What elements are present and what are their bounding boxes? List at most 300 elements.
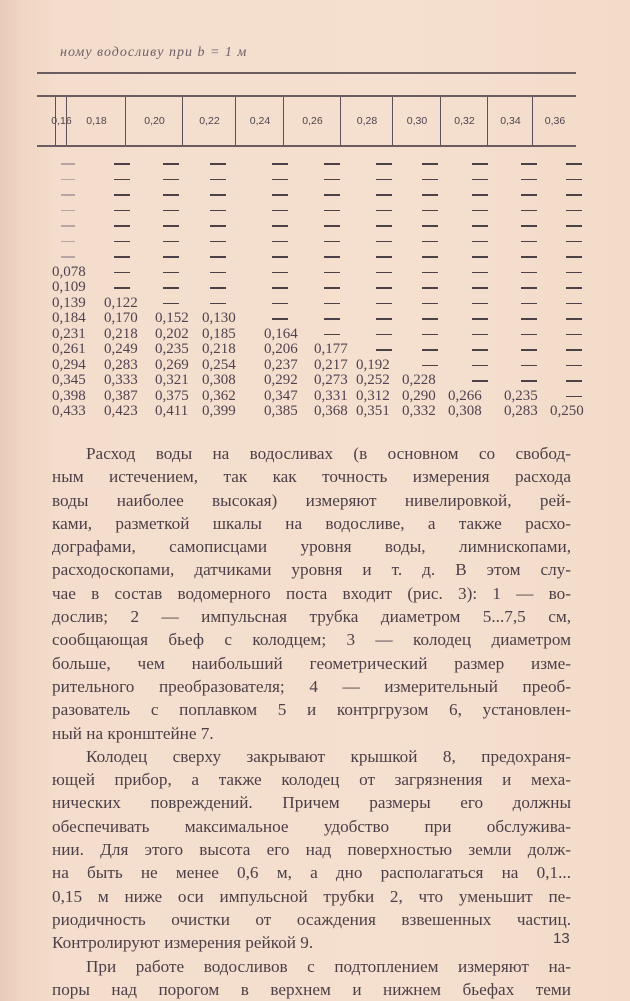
table-cell <box>272 311 273 327</box>
table-cell: 0,139 <box>52 294 86 311</box>
dash-mark <box>272 225 288 227</box>
table-cell: 0,249 <box>104 341 138 357</box>
table-cell <box>272 280 273 296</box>
dash-mark <box>324 241 340 243</box>
table-cell <box>422 342 423 358</box>
table-cell <box>324 311 325 327</box>
dash-mark <box>422 303 438 305</box>
table-cell <box>376 311 377 327</box>
dash-mark <box>272 272 288 274</box>
table-cell <box>566 373 567 389</box>
dash-mark <box>376 303 392 305</box>
table-cell <box>163 265 164 281</box>
table-cell: 0,206 <box>264 341 298 357</box>
dash-mark <box>422 225 438 227</box>
table-cell: 0,387 <box>104 387 138 404</box>
text-line: больше, чем наибольший геометрический размер изме- <box>52 653 571 673</box>
table-cell <box>521 373 522 389</box>
table-cell: 0,333 <box>104 372 138 388</box>
dash-mark <box>376 163 392 165</box>
table-cell: 0,237 <box>264 356 298 373</box>
dash-mark <box>376 210 392 212</box>
table-cell: 0,217 <box>314 356 348 373</box>
table-cell: 0,269 <box>155 356 189 373</box>
table-cell <box>272 156 273 172</box>
table-cell <box>210 156 211 172</box>
text-line: рительного преобразователя; 4 — измерительный преоб- <box>52 676 571 696</box>
table-cell <box>61 249 62 265</box>
dash-mark <box>422 179 438 181</box>
dash-mark <box>472 256 488 258</box>
table-cell <box>210 218 211 234</box>
table-cell <box>163 187 164 203</box>
dash-mark <box>210 179 226 181</box>
dash-mark <box>376 241 392 243</box>
dash-mark <box>566 163 582 165</box>
table-cell: 0,254 <box>202 356 236 373</box>
table-cell <box>422 265 423 281</box>
text-line: ками, разметкой шкалы на водосливе, а также расхо- <box>52 513 571 533</box>
dash-mark <box>521 256 537 258</box>
dash-mark <box>376 225 392 227</box>
dash-mark <box>566 365 582 367</box>
text-line: расходоскопами, датчиками уровня и т. д. В этом слу- <box>52 560 571 580</box>
dash-mark <box>324 179 340 181</box>
table-cell <box>472 234 473 250</box>
table-cell <box>566 172 567 188</box>
dash-mark <box>521 210 537 212</box>
table-cell <box>163 156 164 172</box>
dash-mark <box>163 225 179 227</box>
dash-mark <box>324 334 340 336</box>
dash-mark <box>376 179 392 181</box>
dash-mark <box>163 256 179 258</box>
page-number: 13 <box>553 930 570 947</box>
dash-mark <box>521 179 537 181</box>
table-cell <box>521 172 522 188</box>
table-cell: 0,266 <box>448 387 482 404</box>
dash-mark <box>324 272 340 274</box>
dash-mark <box>472 163 488 165</box>
table-cell: 0,177 <box>314 341 348 357</box>
dash-mark <box>210 194 226 196</box>
table-cell: 0,184 <box>52 310 86 326</box>
dash-mark <box>324 225 340 227</box>
table-header-bottom-rule <box>37 145 576 147</box>
table-cell: 0,273 <box>314 372 348 388</box>
table-cell: 0,283 <box>104 356 138 373</box>
text-line: сообщающая бьеф с колодцем; 3 — колодец диаметром <box>52 630 571 650</box>
dash-mark <box>163 287 179 289</box>
table-cell <box>566 234 567 250</box>
dash-mark <box>163 163 179 165</box>
table-cell <box>566 203 567 219</box>
table-cell <box>114 234 115 250</box>
dash-mark <box>210 303 226 305</box>
table-cell <box>566 187 567 203</box>
text-line: ный на кронштейне 7. <box>52 723 214 743</box>
table-cell <box>472 342 473 358</box>
table-cell <box>376 265 377 281</box>
dash-mark <box>324 303 340 305</box>
dash-mark <box>114 287 130 289</box>
dash-mark <box>272 194 288 196</box>
table-cell <box>422 234 423 250</box>
table-cell <box>521 342 522 358</box>
dash-mark <box>61 256 75 258</box>
column-header: 0,18 <box>66 97 126 145</box>
table-cell <box>272 187 273 203</box>
column-header: 0,36 <box>532 97 577 145</box>
column-header: 0,30 <box>392 97 441 145</box>
table-cell <box>566 218 567 234</box>
dash-mark <box>61 179 75 181</box>
table-cell <box>324 234 325 250</box>
table-cell: 0,218 <box>104 325 138 342</box>
paragraph <box>52 955 571 1001</box>
table-cell <box>566 280 567 296</box>
table-cell <box>521 187 522 203</box>
table-cell <box>521 311 522 327</box>
dash-mark <box>61 225 75 227</box>
table-cell <box>210 203 211 219</box>
dash-mark <box>324 163 340 165</box>
dash-mark <box>163 210 179 212</box>
dash-mark <box>472 318 488 320</box>
dash-mark <box>376 272 392 274</box>
table-cell: 0,152 <box>155 310 189 326</box>
dash-mark <box>422 241 438 243</box>
dash-mark <box>472 349 488 351</box>
table-cell <box>163 218 164 234</box>
table-cell <box>114 249 115 265</box>
table-cell <box>210 265 211 281</box>
table-cell <box>272 172 273 188</box>
table-cell <box>521 280 522 296</box>
table-cell <box>521 218 522 234</box>
table-cell: 0,331 <box>314 387 348 404</box>
table-cell: 0,290 <box>402 387 436 404</box>
table-cell <box>163 203 164 219</box>
dash-mark <box>163 194 179 196</box>
dash-mark <box>210 241 226 243</box>
dash-mark <box>566 303 582 305</box>
table-cell <box>422 280 423 296</box>
table-cell <box>324 172 325 188</box>
text-line: ющей прибор, а также колодец от загрязнения и меха- <box>52 770 571 790</box>
text-line: дографами, самописцами уровня воды, лимнископами, <box>52 537 571 557</box>
table-cell <box>61 187 62 203</box>
table-cell <box>472 280 473 296</box>
table-cell <box>61 156 62 172</box>
text-line: 0,15 м ниже оси импульсной трубки 2, что уменьшит пе- <box>52 886 571 906</box>
table-cell <box>272 296 273 312</box>
text-line: дослив; 2 — импульсная трубка диаметром 5...7,5 см, <box>52 607 571 627</box>
table-cell: 0,078 <box>52 263 86 280</box>
dash-mark <box>521 194 537 196</box>
table-cell: 0,423 <box>104 403 138 419</box>
dash-mark <box>521 287 537 289</box>
table-cell: 0,292 <box>264 372 298 388</box>
dash-mark <box>376 194 392 196</box>
table-cell <box>210 249 211 265</box>
table-cell <box>61 234 62 250</box>
table-cell: 0,312 <box>356 387 390 404</box>
table-cell: 0,235 <box>504 387 538 404</box>
table-cell <box>114 218 115 234</box>
dash-mark <box>210 225 226 227</box>
dash-mark <box>324 210 340 212</box>
dash-mark <box>422 318 438 320</box>
table-cell <box>210 172 211 188</box>
text-line: разователь с поплавком 5 и контргрузом 6, установлен- <box>52 700 571 720</box>
dash-mark <box>61 194 75 196</box>
table-cell <box>114 156 115 172</box>
table-cell: 0,308 <box>202 372 236 388</box>
dash-mark <box>272 179 288 181</box>
table-cell: 0,231 <box>52 325 86 342</box>
table-cell: 0,192 <box>356 356 390 373</box>
table-cell <box>210 296 211 312</box>
dash-mark <box>472 334 488 336</box>
dash-mark <box>566 179 582 181</box>
table-cell <box>566 249 567 265</box>
table-cell <box>324 280 325 296</box>
text-line: ным истечением, так как точность измерения расхода <box>52 467 571 487</box>
table-cell <box>163 249 164 265</box>
table-cell <box>422 203 423 219</box>
dash-mark <box>163 272 179 274</box>
dash-mark <box>272 303 288 305</box>
column-header: 0,24 <box>235 97 284 145</box>
table-cell <box>472 358 473 374</box>
table-cell <box>472 311 473 327</box>
table-cell <box>521 358 522 374</box>
dash-mark <box>422 334 438 336</box>
dash-mark <box>114 194 130 196</box>
dash-mark <box>472 194 488 196</box>
dash-mark <box>472 210 488 212</box>
dash-mark <box>521 365 537 367</box>
table-cell: 0,345 <box>52 372 86 388</box>
dash-mark <box>472 179 488 181</box>
table-cell <box>422 311 423 327</box>
table-cell <box>521 296 522 312</box>
table-cell <box>324 265 325 281</box>
table-cell: 0,375 <box>155 387 189 404</box>
column-header: 0,32 <box>440 97 488 145</box>
table-header-row <box>37 97 576 145</box>
dash-mark <box>324 318 340 320</box>
table-cell <box>163 234 164 250</box>
table-cell: 0,164 <box>264 325 298 342</box>
table-cell: 0,122 <box>104 294 138 311</box>
dash-mark <box>566 194 582 196</box>
dash-mark <box>521 303 537 305</box>
table-cell <box>472 296 473 312</box>
table-cell <box>376 187 377 203</box>
dash-mark <box>61 163 75 165</box>
table-cell: 0,362 <box>202 387 236 404</box>
dash-mark <box>376 287 392 289</box>
dash-mark <box>114 272 130 274</box>
text-line: нии. Для этого высота его над поверхностью земли долж- <box>52 840 571 860</box>
table-cell <box>163 172 164 188</box>
dash-mark <box>376 318 392 320</box>
table-cell <box>272 265 273 281</box>
column-header: 0,28 <box>340 97 393 145</box>
table-cell <box>272 203 273 219</box>
table-cell <box>114 280 115 296</box>
table-cell <box>210 234 211 250</box>
dash-mark <box>422 349 438 351</box>
table-cell <box>324 296 325 312</box>
table-cell <box>566 327 567 343</box>
table-cell <box>324 218 325 234</box>
table-cell <box>163 296 164 312</box>
table-cell: 0,308 <box>448 403 482 419</box>
text-line: Контролируют измерения рейкой 9. <box>52 933 314 953</box>
dash-mark <box>210 163 226 165</box>
dash-mark <box>376 334 392 336</box>
paragraph <box>52 745 571 955</box>
table-cell <box>566 389 567 405</box>
dash-mark <box>422 272 438 274</box>
dash-mark <box>114 256 130 258</box>
column-header: 0,34 <box>487 97 533 145</box>
dash-mark <box>272 241 288 243</box>
dash-mark <box>566 225 582 227</box>
dash-mark <box>566 210 582 212</box>
dash-mark <box>163 179 179 181</box>
text-line: Колодец сверху закрывают крышкой 8, предохраня- <box>86 746 571 766</box>
dash-mark <box>272 318 288 320</box>
table-cell <box>422 327 423 343</box>
table-cell <box>272 234 273 250</box>
dash-mark <box>566 318 582 320</box>
table-cell: 0,347 <box>264 387 298 404</box>
column-header: 0,22 <box>182 97 236 145</box>
table-cell <box>422 296 423 312</box>
dash-mark <box>61 241 75 243</box>
table-cell: 0,398 <box>52 387 86 404</box>
table-cell <box>376 218 377 234</box>
table-cell <box>472 218 473 234</box>
table-cell: 0,235 <box>155 341 189 357</box>
table-cell: 0,399 <box>202 403 236 419</box>
table-cell <box>521 234 522 250</box>
column-header: 0,26 <box>283 97 341 145</box>
dash-mark <box>210 210 226 212</box>
dash-mark <box>472 272 488 274</box>
table-cell <box>566 311 567 327</box>
table-cell: 0,109 <box>52 279 86 295</box>
table-cell <box>376 342 377 358</box>
text-line: Расход воды на водосливах (в основном со свобод- <box>86 444 571 463</box>
table-cell <box>472 172 473 188</box>
table-cell <box>376 172 377 188</box>
table-cell <box>114 172 115 188</box>
table-cell <box>114 265 115 281</box>
table-cell <box>422 172 423 188</box>
dash-mark <box>566 380 582 382</box>
table-cell: 0,261 <box>52 341 86 357</box>
table-cell: 0,351 <box>356 403 390 419</box>
table-cell <box>422 249 423 265</box>
table-cell: 0,250 <box>550 403 584 419</box>
dash-mark <box>422 287 438 289</box>
table-cell <box>472 327 473 343</box>
dash-mark <box>472 241 488 243</box>
dash-mark <box>566 396 582 398</box>
dash-mark <box>324 256 340 258</box>
dash-mark <box>472 380 488 382</box>
text-line: поры над порогом в верхнем и нижнем бьефах теми <box>52 979 571 999</box>
table-cell <box>61 172 62 188</box>
dash-mark <box>324 194 340 196</box>
dash-mark <box>566 349 582 351</box>
table-cell <box>472 203 473 219</box>
table-cell <box>324 327 325 343</box>
table-cell: 0,411 <box>155 403 189 419</box>
dash-mark <box>472 287 488 289</box>
dash-mark <box>114 225 130 227</box>
table-cell <box>114 187 115 203</box>
table-cell <box>521 203 522 219</box>
table-cell <box>472 187 473 203</box>
text-line: При работе водосливов с подтоплением измеряют на- <box>86 956 571 976</box>
table-cell <box>272 249 273 265</box>
dash-mark <box>210 272 226 274</box>
table-cell <box>324 187 325 203</box>
table-cell <box>566 342 567 358</box>
dash-mark <box>114 210 130 212</box>
table-cell <box>566 358 567 374</box>
table-cell <box>376 249 377 265</box>
dash-mark <box>163 241 179 243</box>
dash-mark <box>210 287 226 289</box>
table-caption: ному водосливу при b = 1 м <box>60 45 248 60</box>
dash-mark <box>521 272 537 274</box>
dash-mark <box>472 303 488 305</box>
text-line: на быть не менее 0,6 м, а дно располагаться на 0,1... <box>52 863 571 883</box>
table-cell <box>521 327 522 343</box>
column-header: 0,20 <box>125 97 183 145</box>
table-cell <box>566 296 567 312</box>
table-cell <box>521 249 522 265</box>
table-cell: 0,368 <box>314 403 348 419</box>
table-cell <box>422 218 423 234</box>
table-cell <box>61 203 62 219</box>
table-cell <box>376 156 377 172</box>
dash-mark <box>566 287 582 289</box>
dash-mark <box>566 334 582 336</box>
paragraph <box>52 442 571 745</box>
dash-mark <box>272 210 288 212</box>
dash-mark <box>521 225 537 227</box>
dash-mark <box>422 256 438 258</box>
dash-mark <box>210 256 226 258</box>
table-cell: 0,385 <box>264 403 298 419</box>
dash-mark <box>114 179 130 181</box>
table-cell: 0,130 <box>202 310 236 326</box>
dash-mark <box>272 256 288 258</box>
table-cell: 0,433 <box>52 403 86 419</box>
text-line: риодичность очистки от осаждения взвешенных частиц. <box>52 909 571 929</box>
table-cell <box>324 156 325 172</box>
dash-mark <box>521 318 537 320</box>
dash-mark <box>521 241 537 243</box>
